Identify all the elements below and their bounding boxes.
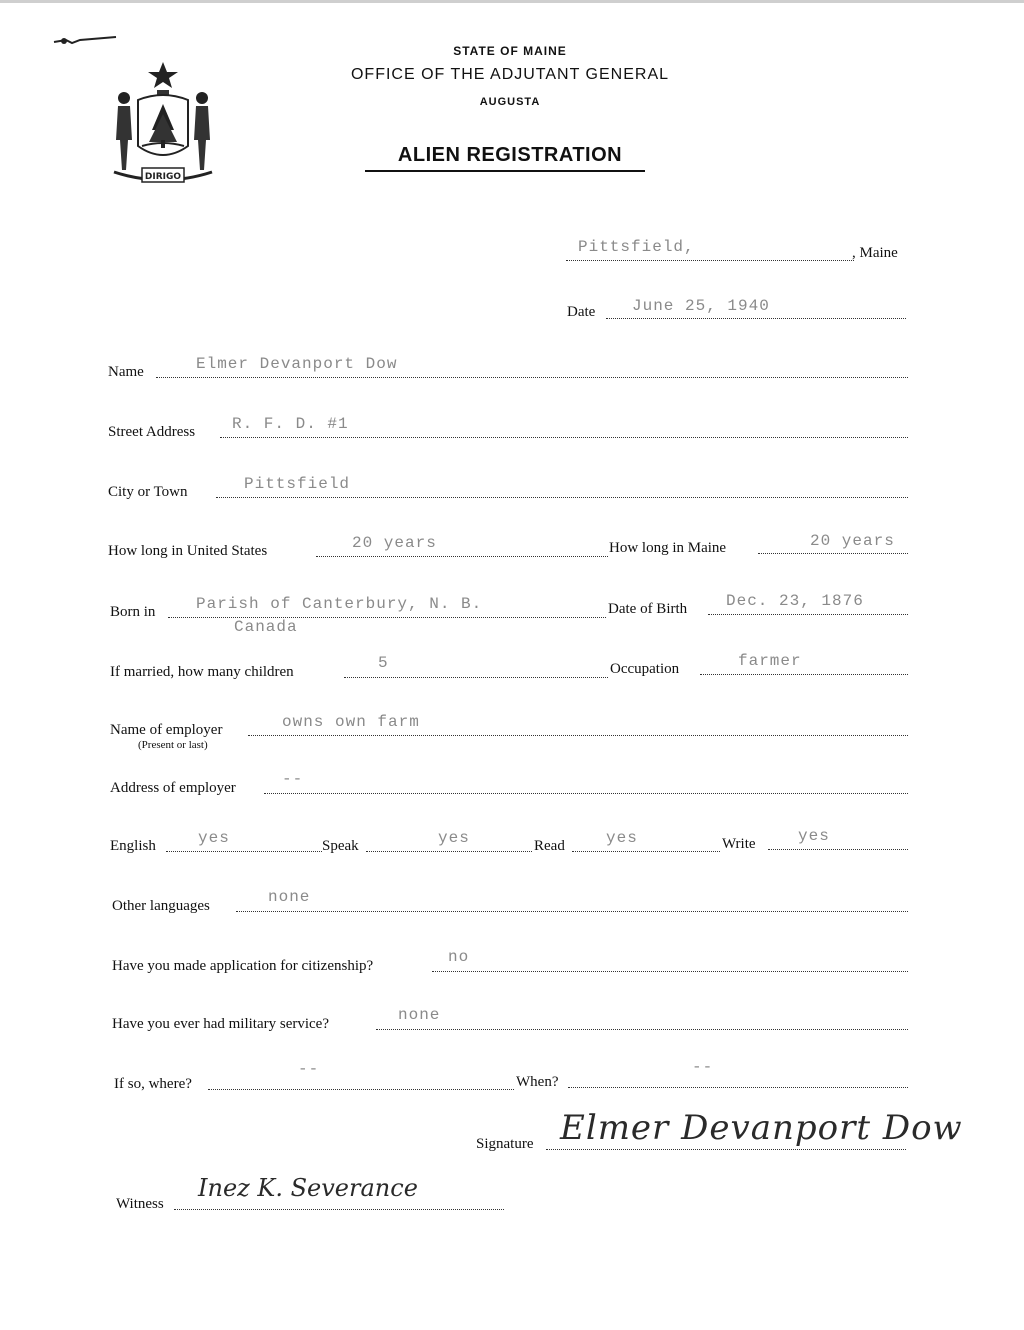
where-line — [208, 1089, 514, 1090]
english-label: English — [110, 838, 156, 854]
speak-value: yes — [438, 829, 470, 847]
witness-label: Witness — [116, 1196, 164, 1212]
name-value: Elmer Devanport Dow — [196, 355, 398, 373]
read-line — [572, 851, 720, 852]
dob-label: Date of Birth — [608, 601, 688, 617]
military-line — [376, 1029, 908, 1030]
emp-addr-value: -- — [282, 770, 304, 788]
occupation-line — [700, 674, 908, 675]
where-value: -- — [298, 1060, 320, 1078]
us-line — [316, 556, 608, 557]
citizenship-line — [432, 971, 908, 972]
street-value: R. F. D. #1 — [232, 415, 349, 433]
date-value: June 25, 1940 — [632, 297, 770, 315]
write-line — [768, 849, 908, 850]
signature-label: Signature — [476, 1136, 534, 1152]
city-value: Pittsfield — [244, 475, 351, 493]
us-value: 20 years — [352, 534, 437, 552]
born-value-country: Canada — [234, 618, 298, 636]
read-label: Read — [534, 838, 565, 854]
city-line — [216, 497, 908, 498]
citizenship-label: Have you made application for citizenship? — [112, 958, 374, 974]
witness-value: Inez K. Severance — [198, 1174, 418, 1202]
place-suffix: , Maine — [852, 245, 898, 261]
title-underline — [365, 170, 645, 172]
dob-value: Dec. 23, 1876 — [726, 592, 864, 610]
employer-line — [248, 735, 908, 736]
header-state: STATE OF MAINE — [453, 44, 567, 58]
name-line — [156, 377, 908, 378]
children-label: If married, how many children — [110, 664, 294, 680]
witness-line — [174, 1209, 504, 1210]
street-line — [220, 437, 908, 438]
maine-value: 20 years — [810, 532, 895, 550]
date-line — [606, 318, 906, 319]
english-line — [166, 851, 322, 852]
other-lang-line — [236, 911, 908, 912]
place-value: Pittsfield, — [578, 238, 695, 256]
emp-addr-line — [264, 793, 908, 794]
children-value: 5 — [378, 654, 389, 672]
signature-line — [546, 1149, 906, 1150]
name-label: Name — [108, 364, 144, 380]
other-lang-label: Other languages — [112, 898, 210, 914]
english-value: yes — [198, 829, 230, 847]
occupation-label: Occupation — [610, 661, 680, 677]
when-value: -- — [692, 1058, 714, 1076]
employer-value: owns own farm — [282, 713, 420, 731]
where-label: If so, where? — [114, 1076, 192, 1092]
header-office: OFFICE OF THE ADJUTANT GENERAL — [350, 66, 670, 83]
signature-value: Elmer Devanport Dow — [560, 1108, 963, 1148]
read-value: yes — [606, 829, 638, 847]
corner-mark-icon — [52, 34, 122, 48]
place-line — [566, 260, 854, 261]
date-label: Date — [567, 304, 596, 320]
speak-line — [366, 851, 532, 852]
born-label: Born in — [110, 604, 156, 620]
employer-sublabel: (Present or last) — [138, 739, 208, 751]
dob-line — [708, 614, 908, 615]
military-value: none — [398, 1006, 441, 1024]
when-line — [568, 1087, 908, 1088]
page-title: ALIEN REGISTRATION — [397, 144, 623, 166]
other-lang-value: none — [268, 888, 311, 906]
us-label: How long in United States — [108, 543, 268, 559]
maine-line — [758, 553, 908, 554]
when-label: When? — [516, 1074, 559, 1090]
page-top-edge — [0, 0, 1024, 3]
city-label: City or Town — [108, 484, 188, 500]
speak-label: Speak — [322, 838, 359, 854]
write-label: Write — [722, 836, 756, 852]
military-label: Have you ever had military service? — [112, 1016, 329, 1032]
street-label: Street Address — [108, 424, 196, 440]
employer-label: Name of employer — [110, 722, 223, 738]
occupation-value: farmer — [738, 652, 802, 670]
maine-label: How long in Maine — [609, 540, 727, 556]
state-seal-icon — [110, 60, 216, 190]
children-line — [344, 677, 608, 678]
write-value: yes — [798, 827, 830, 845]
seal-motto: DIRIGO — [144, 172, 182, 182]
born-value: Parish of Canterbury, N. B. — [196, 595, 483, 613]
header-city: AUGUSTA — [479, 96, 541, 108]
emp-addr-label: Address of employer — [110, 780, 236, 796]
citizenship-value: no — [448, 948, 470, 966]
